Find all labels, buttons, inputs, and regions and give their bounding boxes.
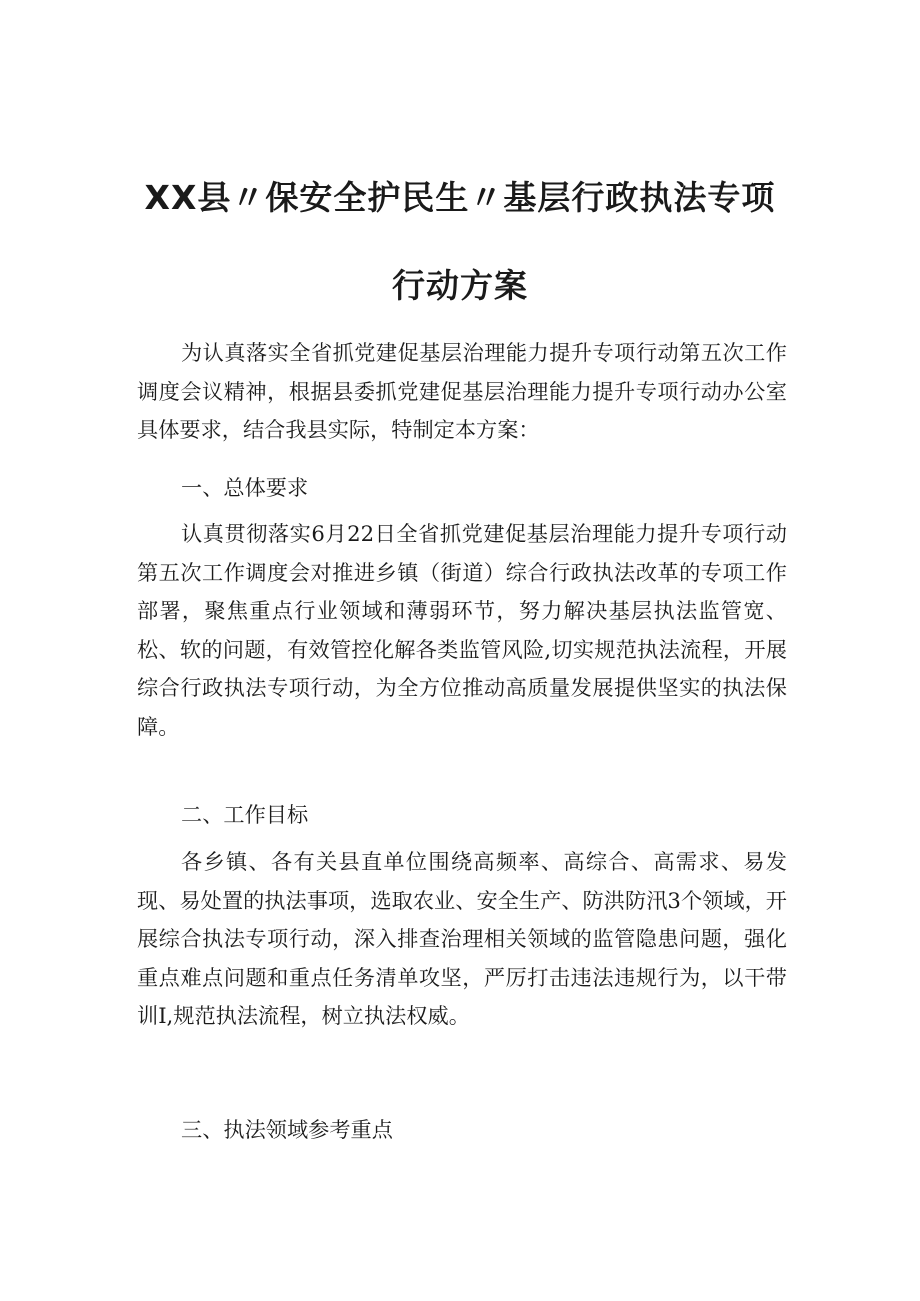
section-heading-work-goals: 二、工作目标 [181, 802, 309, 827]
section-heading-overall-requirements: 一、总体要求 [181, 475, 309, 500]
section-paragraph-work-goals: 各乡镇、各有关县直单位围绕高频率、高综合、高需求、易发现、易处置的执法事项，选取农业、安全生产、防洪防汛3个领域，开展综合执法专项行动，深入排查治理相关领域的监管隐患问题，强化重点难点问题和重点任务清单攻坚，严厉打击违法违规行为，以干带训I,规范执法流程，树立执法权威。 [137, 849, 787, 1029]
section-heading-enforcement-focus: 三、执法领域参考重点 [181, 1117, 393, 1142]
document-title-line-1: XX县〃保安全护民生〃基层行政执法专项 [144, 178, 776, 217]
intro-paragraph: 为认真落实全省抓党建促基层治理能力提升专项行动第五次工作调度会议精神，根据县委抓党建促基层治理能力提升专项行动办公室具体要求，结合我县实际，特制定本方案： [137, 340, 787, 443]
section-paragraph-overall-requirements: 认真贯彻落实6月22日全省抓党建促基层治理能力提升专项行动第五次工作调度会对推进乡镇（街道）综合行政执法改革的专项工作部署，聚焦重点行业领域和薄弱环节，努力解决基层执法监管宽、松、软的问题，有效管控化解各类监管风险,切实规范执法流程，开展综合行政执法专项行动，为全方位推动高质量发展提供坚实的执法保障。 [137, 521, 787, 739]
document-title-line-2: 行动方案 [392, 266, 528, 305]
